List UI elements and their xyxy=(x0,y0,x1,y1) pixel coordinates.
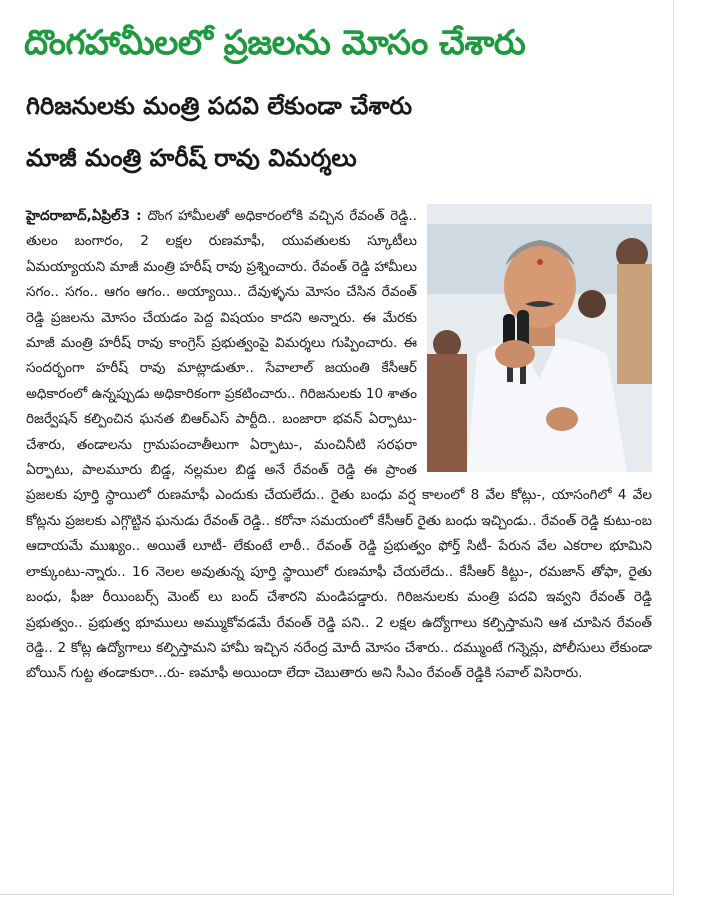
subheading-1: గిరిజనులకు మంత్రి పదవి లేకుండా చేశారు xyxy=(26,92,413,120)
speaker-illustration xyxy=(427,204,652,472)
article-body xyxy=(26,204,652,687)
speaker-photo xyxy=(427,204,652,472)
subheading-2: మాజీ మంత్రి హరీష్ రావు విమర్శలు xyxy=(26,144,357,172)
headline: దొంగహామీలలో ప్రజలను మోసం చేశారు xyxy=(24,23,526,63)
article-text: దొంగ హామీలతో అధికారంలోకి వచ్చిన రేవంత్ రెడ్డి.. తులం బంగారం, 2 లక్షల రుణమాఫీ, యువతులకు స్కూటీలు ఏమయ్యాయని మాజీ మంత్రి హరీష్ రావు ప్రశ్నించారు. రేవంత్ రెడ్డి హామీలు సగం.. సగం.. ఆగం ఆగం.. అయ్యాయి.. దేవుళ్ళను మోసం చేసిన రేవంత్ రెడ్డి ప్రజలను మోసం చేయడం పెద్ద విషయం కాదని అన్నారు. ఈ మేరకు మాజీ మంత్రి హరీష్ రావు కాంగ్రెస్ ప్రభుత్వంపై విమర్శలు గుప్పించారు. ఈ సందర్భంగా హరీష్ రావు మాట్లాడుతూ.. సేవాలాల్ జయంతి కేసీఆర్ అధికారంలో ఉన్నప్పుడు అధికారికంగా ప్రకటించారు.. గిరిజనులకు 10 శాతం రిజర్వేషన్ కల్పించిన ఘనత బిఆర్ఎస్ పార్టీది.. బంజారా భవన్ ఏర్పాటు- చేశారు, తండాలను గ్రామపంచాతీలుగా ఏర్పాటు-, మంచినీటి సరఫరా ఏర్పాటు, పాలమూరు బిడ్డ, నల్లమల బిడ్డ అనే రేవంత్ రెడ్డి ఈ ప్రాంత ప్రజలకు పూర్తి స్థాయిలో రుణమాఫీ ఎందుకు చేయలేదు.. రైతు బంధు వర్ష కాలంలో 8 వేల కోట్లు-, యాసంగిలో 4 వేల కోట్లను ప్రజలకు ఎగ్గొట్టిన ఘనుడు రేవంత్ రెడ్డి.. కరోనా సమయంలో కేసీఆర్ రైతు బంధు ఇచ్చిండు.. రేవంత్ రెడ్డి కుటు-ంబ ఆదాయమే ముఖ్యం.. అయితే లూటీ- లేకుంటే లాఠీ.. రేవంత్ రెడ్డి ప్రభుత్వం ఫోర్త్ సిటీ- పేరున వేల ఎకరాల భూమిని లాక్కుంటు-న్నారు.. 16 నెలల అవుతున్న పూర్తి స్థాయిలో రుణమాఫీ చేయలేదు.. కేసీఆర్ కిట్టు-, రమజాన్ తోఫా, రైతు బంధు, ఫీజు రీయింబర్స్ మెంట్ లు బంద్ చేశారని మండిపడ్డారు. గిరిజనులకు మంత్రి పదవి ఇవ్వని రేవంత్ రెడ్డి ప్రభుత్వం.. ప్రభుత్వ భూములు అమ్ముకోవడమే రేవంత్ రెడ్డి పని.. 2 లక్షల ఉద్యోగాలు కల్పిస్తామని ఆశ చూపిన రేవంత్ రెడ్డి.. 2 కోట్ల ఉద్యోగాలు కల్పిస్తామని హామీ ఇచ్చిన నరేంద్ర మోదీ మోసం చేశారు.. దమ్ముంటే గన్నెన్లు, పోలీసులు లేకుండా బోయిన్ గుట్ట తండాకురా...రు- ణమాఫీ అయిందా లేదా చెబుతారు అని సీఎం రేవంత్ రెడ్డికి సవాల్ విసిరారు. xyxy=(26,208,652,682)
dateline: హైదరాబాద్,ఏప్రిల్3 : xyxy=(26,208,148,224)
